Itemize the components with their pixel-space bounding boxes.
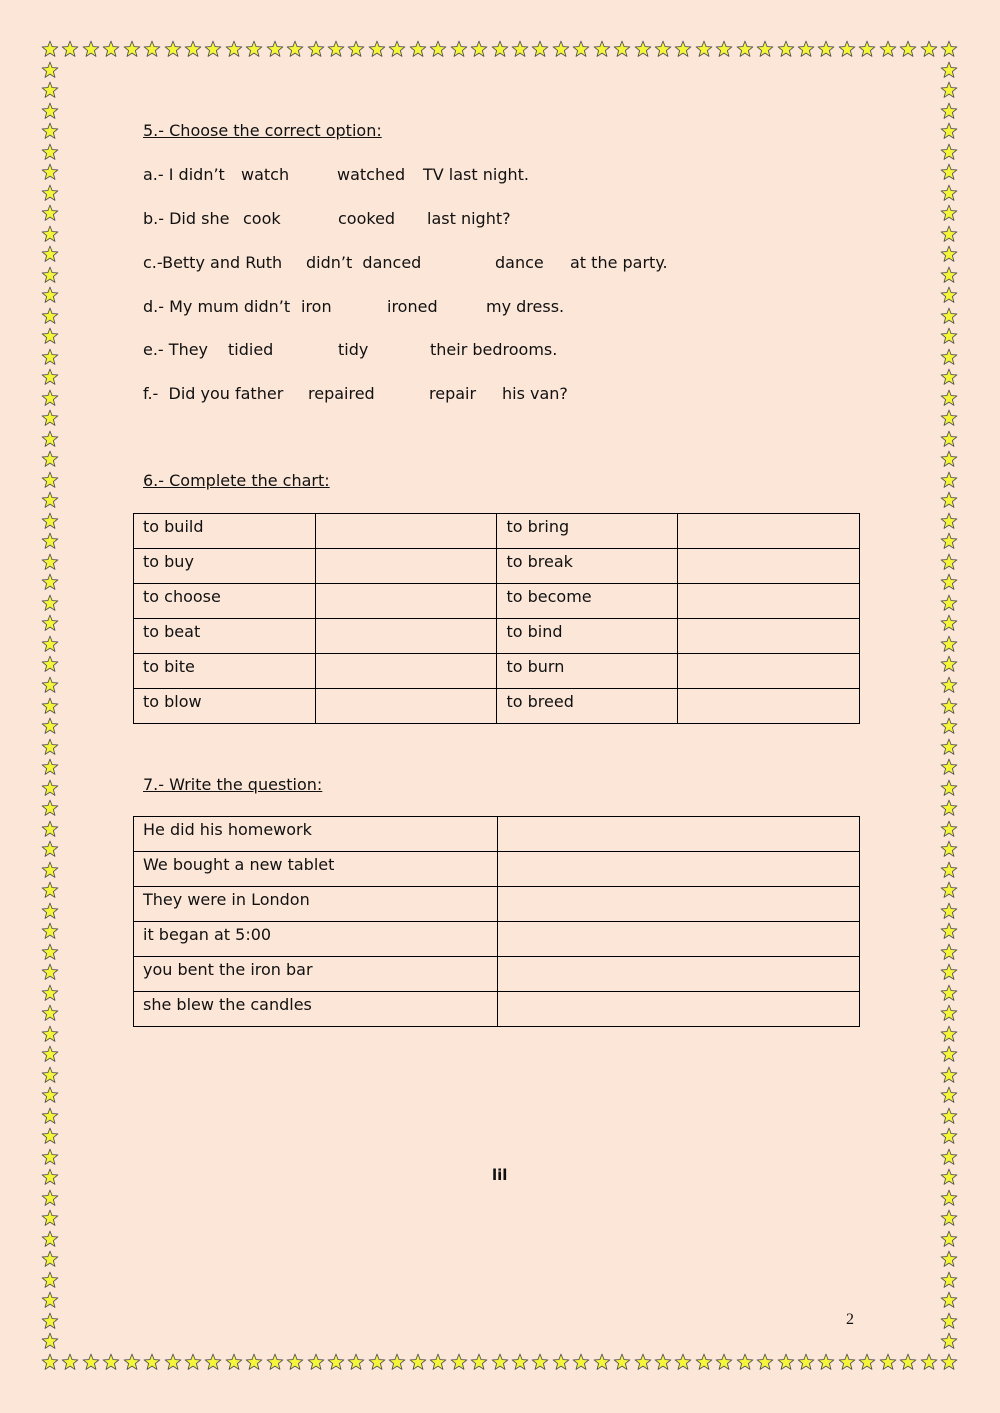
star-icon [613, 1353, 631, 1371]
star-icon [388, 1353, 406, 1371]
star-icon [940, 697, 958, 715]
item-c-option2[interactable]: dance [495, 253, 544, 272]
star-icon [531, 1353, 549, 1371]
star-icon [41, 1353, 59, 1371]
statement-cell: she blew the candles [134, 992, 498, 1027]
star-icon [531, 40, 549, 58]
star-icon [491, 40, 509, 58]
page-number: 2 [846, 1311, 854, 1328]
star-icon [41, 553, 59, 571]
star-icon [940, 1250, 958, 1268]
star-icon [940, 81, 958, 99]
star-icon [940, 758, 958, 776]
star-icon [613, 40, 631, 58]
star-icon [940, 1148, 958, 1166]
star-icon [797, 1353, 815, 1371]
star-icon [593, 1353, 611, 1371]
star-icon [41, 40, 59, 58]
star-icon [940, 738, 958, 756]
star-icon [41, 902, 59, 920]
star-icon [940, 1025, 958, 1043]
verb-cell: to blow [134, 689, 316, 724]
star-icon [41, 450, 59, 468]
star-icon [817, 40, 835, 58]
star-icon [41, 820, 59, 838]
star-icon [41, 184, 59, 202]
star-icon [940, 881, 958, 899]
star-icon [940, 532, 958, 550]
star-icon [388, 40, 406, 58]
star-icon [164, 1353, 182, 1371]
star-icon [940, 820, 958, 838]
star-icon [634, 40, 652, 58]
star-icon [736, 40, 754, 58]
star-icon [286, 1353, 304, 1371]
star-icon [82, 40, 100, 58]
star-icon [940, 266, 958, 284]
answer-cell[interactable] [678, 584, 860, 619]
star-icon [940, 922, 958, 940]
star-icon [41, 779, 59, 797]
answer-cell[interactable] [497, 852, 859, 887]
star-icon [940, 163, 958, 181]
star-icon [245, 1353, 263, 1371]
answer-cell[interactable] [497, 817, 859, 852]
star-icon [940, 368, 958, 386]
item-f-option1[interactable]: repaired [308, 384, 375, 403]
star-icon [204, 40, 222, 58]
star-icon [347, 1353, 365, 1371]
item-f-prefix: f.- Did you father [143, 384, 284, 403]
star-icon [225, 1353, 243, 1371]
star-icon [41, 573, 59, 591]
star-icon [940, 430, 958, 448]
star-icon [41, 861, 59, 879]
table-row [134, 992, 860, 1027]
verb-cell: to bind [497, 619, 678, 654]
star-icon [654, 1353, 672, 1371]
star-icon [123, 40, 141, 58]
star-icon [777, 1353, 795, 1371]
star-icon [41, 1250, 59, 1268]
star-icon [41, 943, 59, 961]
star-icon [695, 40, 713, 58]
star-icon [940, 307, 958, 325]
star-icon [41, 1271, 59, 1289]
answer-cell[interactable] [315, 549, 497, 584]
star-icon [940, 143, 958, 161]
star-icon [879, 40, 897, 58]
question-table [133, 816, 860, 1027]
star-icon [245, 40, 263, 58]
star-icon [41, 614, 59, 632]
star-icon [41, 1189, 59, 1207]
star-icon [756, 40, 774, 58]
answer-cell[interactable] [315, 689, 497, 724]
section7-heading: 7.- Write the question: [143, 775, 323, 794]
table-row [134, 852, 860, 887]
star-icon [41, 1086, 59, 1104]
star-icon [940, 1312, 958, 1330]
star-icon [61, 40, 79, 58]
table-row [134, 619, 860, 654]
star-icon [940, 512, 958, 530]
star-icon [572, 40, 590, 58]
star-icon [41, 163, 59, 181]
star-icon [41, 1025, 59, 1043]
star-icon [940, 286, 958, 304]
star-icon [266, 1353, 284, 1371]
item-c-option1[interactable]: didn’t danced [306, 253, 422, 272]
item-d-prefix: d.- My mum didn’t [143, 297, 291, 316]
star-icon [940, 471, 958, 489]
star-icon [41, 245, 59, 263]
star-icon [940, 984, 958, 1002]
star-icon [920, 1353, 938, 1371]
star-icon [307, 1353, 325, 1371]
star-icon [41, 1107, 59, 1125]
star-icon [143, 40, 161, 58]
table-row [134, 584, 860, 619]
star-icon [511, 40, 529, 58]
statement-cell: He did his homework [134, 817, 498, 852]
star-icon [41, 635, 59, 653]
item-b-prefix: b.- Did she [143, 209, 230, 228]
star-icon [102, 40, 120, 58]
verb-cell: to become [497, 584, 678, 619]
answer-cell[interactable] [315, 514, 497, 549]
star-icon [470, 1353, 488, 1371]
item-b-suffix: last night? [427, 209, 511, 228]
star-icon [838, 40, 856, 58]
star-icon [940, 963, 958, 981]
item-a-suffix: TV last night. [423, 165, 529, 184]
item-a-option2[interactable]: watched [337, 165, 406, 184]
star-icon [41, 81, 59, 99]
star-icon [41, 1312, 59, 1330]
star-icon [204, 1353, 222, 1371]
star-icon [409, 40, 427, 58]
star-icon [879, 1353, 897, 1371]
item-e-suffix: their bedrooms. [430, 340, 558, 359]
star-icon [41, 799, 59, 817]
star-icon [41, 840, 59, 858]
answer-cell[interactable] [497, 887, 859, 922]
verb-chart [133, 513, 860, 724]
star-icon [940, 61, 958, 79]
star-icon [41, 655, 59, 673]
star-icon [511, 1353, 529, 1371]
star-icon [736, 1353, 754, 1371]
star-icon [41, 1291, 59, 1309]
item-b-option1[interactable]: cook [243, 209, 281, 228]
star-icon [41, 61, 59, 79]
star-icon [940, 1209, 958, 1227]
star-icon [327, 40, 345, 58]
star-icon [940, 717, 958, 735]
star-icon [41, 491, 59, 509]
star-icon [940, 122, 958, 140]
star-icon [940, 840, 958, 858]
table-row [134, 887, 860, 922]
star-icon [695, 1353, 713, 1371]
star-icon [41, 717, 59, 735]
item-e-option1[interactable]: tidied [228, 340, 274, 359]
star-icon [41, 122, 59, 140]
answer-cell[interactable] [315, 619, 497, 654]
star-icon [450, 1353, 468, 1371]
star-icon [593, 40, 611, 58]
star-icon [940, 1291, 958, 1309]
answer-cell[interactable] [315, 654, 497, 689]
star-icon [940, 1045, 958, 1063]
star-icon [225, 40, 243, 58]
star-icon [940, 1004, 958, 1022]
star-icon [41, 1209, 59, 1227]
answer-cell[interactable] [497, 992, 859, 1027]
star-icon [940, 676, 958, 694]
star-icon [143, 1353, 161, 1371]
star-icon [41, 984, 59, 1002]
star-icon [41, 676, 59, 694]
star-icon [940, 389, 958, 407]
statement-cell: it began at 5:00 [134, 922, 498, 957]
footer-mark: lil [492, 1166, 508, 1184]
star-icon [41, 758, 59, 776]
star-icon [41, 1045, 59, 1063]
star-icon [940, 594, 958, 612]
item-d-option1[interactable]: iron [301, 297, 332, 316]
star-icon [940, 1127, 958, 1145]
star-icon [899, 40, 917, 58]
star-icon [940, 245, 958, 263]
answer-cell[interactable] [678, 619, 860, 654]
star-icon [797, 40, 815, 58]
star-icon [940, 1332, 958, 1350]
star-icon [491, 1353, 509, 1371]
star-icon [940, 1066, 958, 1084]
star-icon [41, 204, 59, 222]
star-icon [817, 1353, 835, 1371]
statement-cell: They were in London [134, 887, 498, 922]
verb-cell: to build [134, 514, 316, 549]
answer-cell[interactable] [315, 584, 497, 619]
section5-heading: 5.- Choose the correct option: [143, 121, 382, 140]
star-icon [940, 635, 958, 653]
verb-cell: to buy [134, 549, 316, 584]
star-icon [715, 1353, 733, 1371]
table-row [134, 689, 860, 724]
star-icon [715, 40, 733, 58]
statement-cell: We bought a new tablet [134, 852, 498, 887]
item-d-suffix: my dress. [486, 297, 565, 316]
star-icon [940, 1353, 958, 1371]
star-icon [940, 1168, 958, 1186]
table-row [134, 514, 860, 549]
star-icon [41, 266, 59, 284]
star-icon [940, 450, 958, 468]
verb-cell: to bite [134, 654, 316, 689]
star-icon [634, 1353, 652, 1371]
star-icon [41, 307, 59, 325]
item-c-prefix: c.-Betty and Ruth [143, 253, 283, 272]
table-row [134, 817, 860, 852]
star-icon [940, 225, 958, 243]
star-icon [41, 697, 59, 715]
star-icon [429, 1353, 447, 1371]
star-icon [940, 1271, 958, 1289]
item-c-suffix: at the party. [570, 253, 668, 272]
star-icon [429, 40, 447, 58]
star-icon [940, 409, 958, 427]
star-icon [61, 1353, 79, 1371]
star-icon [940, 1107, 958, 1125]
star-icon [41, 963, 59, 981]
star-icon [123, 1353, 141, 1371]
table-row [134, 654, 860, 689]
item-f-option2[interactable]: repair [429, 384, 477, 403]
star-icon [940, 779, 958, 797]
star-icon [756, 1353, 774, 1371]
star-icon [940, 1189, 958, 1207]
table-row [134, 957, 860, 992]
star-icon [102, 1353, 120, 1371]
verb-cell: to breed [497, 689, 678, 724]
star-icon [552, 40, 570, 58]
star-icon [572, 1353, 590, 1371]
star-icon [940, 799, 958, 817]
star-icon [409, 1353, 427, 1371]
star-icon [41, 532, 59, 550]
item-e-prefix: e.- They [143, 340, 209, 359]
star-icon [940, 902, 958, 920]
star-icon [41, 430, 59, 448]
star-icon [920, 40, 938, 58]
item-a-prefix: a.- I didn’t [143, 165, 225, 184]
star-icon [940, 553, 958, 571]
star-icon [940, 655, 958, 673]
verb-cell: to beat [134, 619, 316, 654]
star-icon [41, 1168, 59, 1186]
star-icon [41, 738, 59, 756]
star-icon [940, 491, 958, 509]
star-icon [940, 348, 958, 366]
star-icon [41, 1066, 59, 1084]
star-icon [777, 40, 795, 58]
verb-cell: to bring [497, 514, 678, 549]
star-icon [940, 614, 958, 632]
star-icon [41, 1148, 59, 1166]
star-icon [41, 102, 59, 120]
item-b-option2[interactable]: cooked [338, 209, 396, 228]
table-row [134, 922, 860, 957]
star-icon [654, 40, 672, 58]
star-icon [940, 327, 958, 345]
star-icon [41, 368, 59, 386]
verb-cell: to burn [497, 654, 678, 689]
item-f-suffix: his van? [502, 384, 568, 403]
answer-cell[interactable] [497, 957, 859, 992]
star-icon [940, 184, 958, 202]
star-icon [858, 1353, 876, 1371]
star-icon [347, 40, 365, 58]
star-icon [940, 943, 958, 961]
star-icon [41, 922, 59, 940]
item-a-option1[interactable]: watch [241, 165, 290, 184]
star-icon [41, 225, 59, 243]
star-icon [41, 286, 59, 304]
star-icon [940, 861, 958, 879]
verb-cell: to break [497, 549, 678, 584]
star-icon [899, 1353, 917, 1371]
star-icon [184, 40, 202, 58]
star-icon [41, 409, 59, 427]
star-icon [940, 102, 958, 120]
star-icon [450, 40, 468, 58]
star-icon [940, 1086, 958, 1104]
star-icon [41, 512, 59, 530]
star-icon [940, 204, 958, 222]
star-icon [674, 40, 692, 58]
answer-cell[interactable] [678, 549, 860, 584]
star-icon [41, 389, 59, 407]
star-icon [82, 1353, 100, 1371]
star-icon [940, 1230, 958, 1248]
star-icon [41, 881, 59, 899]
star-icon [41, 143, 59, 161]
star-icon [41, 327, 59, 345]
section6-heading: 6.- Complete the chart: [143, 471, 330, 490]
star-icon [266, 40, 284, 58]
star-icon [41, 1332, 59, 1350]
star-icon [41, 594, 59, 612]
star-icon [41, 1230, 59, 1248]
table-row [134, 549, 860, 584]
star-icon [674, 1353, 692, 1371]
verb-cell: to choose [134, 584, 316, 619]
star-icon [858, 40, 876, 58]
answer-cell[interactable] [497, 922, 859, 957]
item-d-option2[interactable]: ironed [387, 297, 438, 316]
star-icon [940, 40, 958, 58]
item-e-option2[interactable]: tidy [338, 340, 369, 359]
star-icon [470, 40, 488, 58]
star-icon [184, 1353, 202, 1371]
star-icon [41, 471, 59, 489]
star-icon [286, 40, 304, 58]
star-icon [368, 40, 386, 58]
star-icon [41, 348, 59, 366]
star-icon [327, 1353, 345, 1371]
statement-cell: you bent the iron bar [134, 957, 498, 992]
star-icon [368, 1353, 386, 1371]
answer-cell[interactable] [678, 514, 860, 549]
star-icon [41, 1004, 59, 1022]
star-icon [552, 1353, 570, 1371]
answer-cell[interactable] [678, 689, 860, 724]
star-icon [41, 1127, 59, 1145]
star-icon [307, 40, 325, 58]
answer-cell[interactable] [678, 654, 860, 689]
star-icon [940, 573, 958, 591]
star-icon [838, 1353, 856, 1371]
star-icon [164, 40, 182, 58]
